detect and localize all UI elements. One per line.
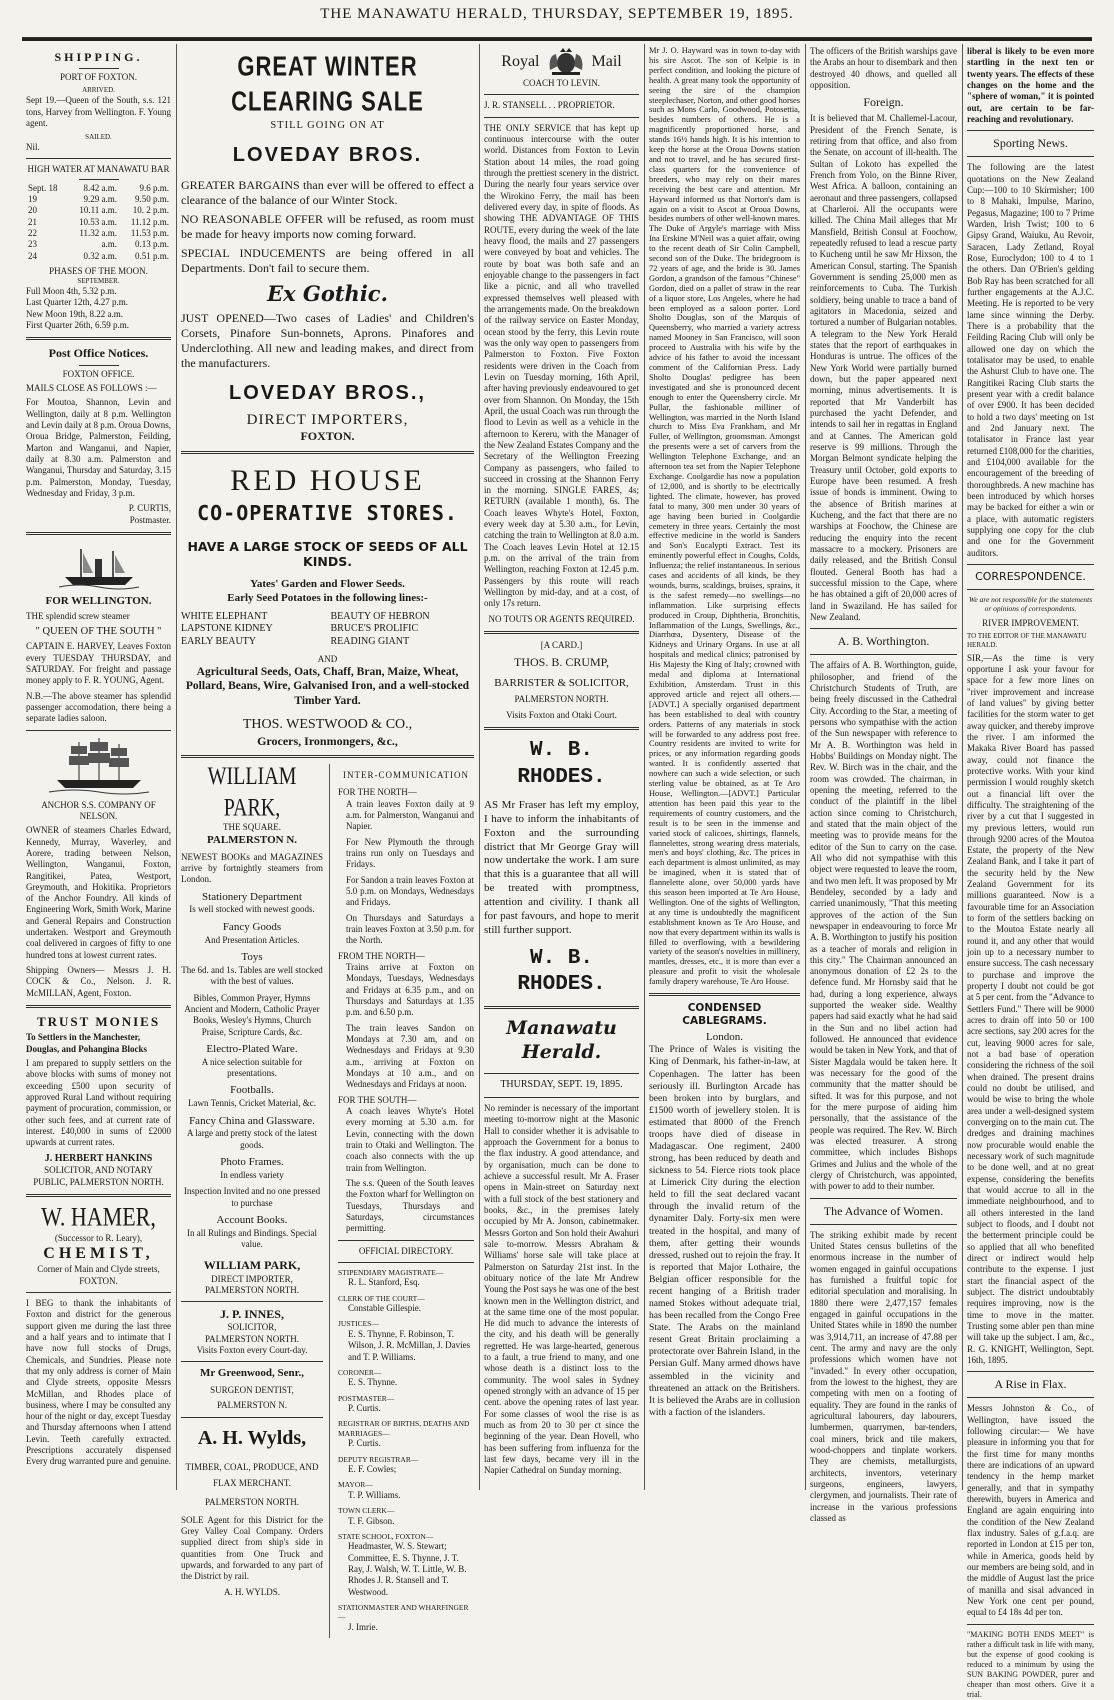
divider xyxy=(79,179,119,180)
park-news: NEWEST BOOKs and MAGAZINES arrive by fortnightly steamers from London. xyxy=(181,851,323,885)
river-title: RIVER IMPROVEMENT. xyxy=(982,617,1079,628)
directory-entry xyxy=(338,1419,474,1449)
tide-am: 10.53 a.m. xyxy=(79,216,118,227)
directory-name: J. Imrie. xyxy=(348,1621,378,1632)
tide-pm: 11.12 p.m. xyxy=(130,216,169,227)
women-text: The striking exhibit made by recent United States census bulletins of the enormous increase in the number of women engaged in gainful occupations has furnished a fruitful topic for editorial speculation and moralising. In 1880 there were 2,477,157 females engaged in gainful occupations in the United States while in 1890 the number was 3,914,711, an increase of 47.88 per cent. The army and navy are the only professions which women have not "invaded." In every other occupation, from the lowest to the highest, they are competing with men on a footing of equality. They are found in the ranks of agricultural labourers, day labourers, lumbermen, quarrymen, bar-tenders, coal miners, brick and tile makers, wood-choppers and tinplate workers. They are chemists, metallurgists, architects, inventors, veterinary surgeons, engineers, lawyers, clergymen, and journalists. Their rate of increase in the various professions classed as xyxy=(810,1229,957,1524)
hamer-sub: (Successor to R. Leary), xyxy=(54,1232,143,1243)
column-divider xyxy=(805,44,806,1490)
foreign-title: Foreign. xyxy=(863,95,904,110)
directory-entry xyxy=(338,1532,474,1598)
column-1 xyxy=(26,46,171,1490)
tide-date: 21 xyxy=(28,216,37,227)
moon-heading: PHASES OF THE MOON. xyxy=(49,266,148,276)
tide-am: 0.32 a.m. xyxy=(83,250,118,261)
park-item xyxy=(181,1186,323,1209)
yates-line: Yates' Garden and Flower Seeds. xyxy=(250,578,405,591)
river-to-editor: TO THE EDITOR OF THE MANAWATU HERALD. xyxy=(967,631,1087,649)
tide-date: 24 xyxy=(28,250,37,261)
park-town: PALMERSTON N. xyxy=(206,833,298,846)
directory-role: CLERK OF THE COURT— xyxy=(338,1293,425,1303)
divider xyxy=(79,68,119,69)
divider xyxy=(967,156,1094,157)
sale-paragraph-2: NO REASONABLE OFFER will be refused, as room must be made for heavy imports now coming forward. xyxy=(181,212,474,242)
rhodes-text: AS Mr Fraser has left my employ, I have to inform the inhabitants of Foxton and the surrounding district that Mr George Gray will now undertake the work. I am sure that this is a guarantee that all will be treated with promptness, attention and civility. I thank all for past favours, and hope to merit still further support. xyxy=(484,798,639,936)
hankins-name: J. HERBERT HANKINS xyxy=(44,1152,153,1164)
directory-name: Headmaster, W. S. Stewart; Committee, E. S. Thynne, J. T. Ray, J. Walsh, W. T. Little, W. B. Rhodes J. R. Stansell and T. Westwood. xyxy=(348,1541,467,1597)
potato-variety: BRUCE'S PROLIFIC xyxy=(330,623,419,635)
post-office-sub: FOXTON OFFICE. xyxy=(62,368,135,379)
sporting-text: The following are the latest quotations on the New Zealand Cup:—100 to 10 Skirmisher; 100 to 8 Mahaki, Impulse, Marino, Pegasus, Magazine; 100 to 7 Prime Warden, Irish Twist; 100 to 6 Gipsy Grand, Waiuku, Au Revoir, Saracen, Lady Zetland, Royal Rose, Euroclydon; 100 to 4 to 1 the others. Dan O'Brien's gelding Bob Ray has been scratched for all further engagements at the A.J.C. Meeting. He is reported to be very lame since winning the Derby. There is a probability that the Feilding Racing Club will only be allowed one day on which the totalisator may be used, to enable the Ashurst Club to have one. The Rangitikei Racing Club starts the present year with a credit balance of over £900. It has been decided to hold a two days' meeting on 1st and 2nd January next. The totalisator in France last year returned £108,000 for the charities, and £104,000 available for the encouragement of the breeding of thoroughbreds. A new machine has been introduced by which horses may be backed for either a win or a place, with automatic registers supplying one copy for the club and one for the Government auditors. xyxy=(967,162,1094,558)
tide-pm: 0.51 p.m. xyxy=(134,250,169,261)
divider xyxy=(484,94,639,95)
high-water-heading: HIGH WATER AT MANAWATU BAR xyxy=(27,164,170,175)
westwood-trade: Grocers, Ironmongers, &c., xyxy=(257,733,398,748)
intercom-item: A coach leaves Whyte's Hotel every morning at 5.30 a.m. for Levin, connecting with the down train to Otaki and Wellington. The coach also connects with the up train from Wellington. xyxy=(346,1105,474,1173)
column-4 xyxy=(649,46,800,1490)
anchor-owners: Shipping Owners— Messrs J. H. COCK & Co., Nelson. J. R. McMILLAN, Agent, Foxton. xyxy=(26,965,171,998)
divider xyxy=(181,1417,323,1418)
for-wellington-note: N.B.—The above steamer has splendid passenger accomodation, there being a separate ladies saloon. xyxy=(26,690,171,724)
divider xyxy=(967,1624,1094,1625)
tide-am: 10.11 a.m. xyxy=(79,205,118,216)
potatoes-line: Early Seed Potatoes in the following lines:- xyxy=(227,591,428,604)
coach-title: COACH TO LEVIN. xyxy=(523,78,600,88)
tide-pm: 11.53 p.m. xyxy=(130,228,169,239)
directory-name: E. F. Cowles; xyxy=(348,1464,397,1474)
park-item-text: In endless variety xyxy=(220,1169,284,1180)
tide-row xyxy=(26,228,171,239)
anchor-title: ANCHOR S.S. COMPANY OF NELSON. xyxy=(41,799,156,821)
tide-am: 8.42 a.m. xyxy=(83,182,118,193)
red-house-title: RED HOUSE xyxy=(230,463,425,497)
column-divider xyxy=(644,44,645,1490)
column-6 xyxy=(967,46,1094,1700)
for-wellington-text: CAPTAIN E. HARVEY, Leaves Foxton every TUESDAY THURSDAY, and SATURDAY. For freight and passage money apply to F. R. YOUNG, Agent. xyxy=(26,641,171,686)
divider xyxy=(967,1371,1094,1372)
directory-role: MAYOR— xyxy=(338,1480,373,1490)
intercom-item: For Sandon a train leaves Foxton at 5.0 p.m. on Mondays, Wednesdays and Fridays. xyxy=(346,874,474,908)
divider xyxy=(181,1301,323,1302)
hamer-name: W. HAMER, xyxy=(41,1201,156,1232)
park-item xyxy=(181,1043,323,1080)
intercom-south-heading: FOR THE SOUTH— xyxy=(338,1094,417,1105)
directory-name: T. P. Williams. xyxy=(348,1489,401,1500)
directory-role: JUSTICES— xyxy=(338,1319,379,1329)
crump-visits: Visits Foxton and Otaki Court. xyxy=(506,709,617,720)
steamer-illustration xyxy=(59,541,139,591)
divider xyxy=(484,117,639,118)
directory-name: E. S. Thynne. xyxy=(348,1377,398,1388)
innes-name: J. P. INNES, xyxy=(220,1307,284,1322)
rhodes-title: W. B. RHODES. xyxy=(517,739,606,789)
column-3 xyxy=(484,46,639,1490)
greenwood-name: Mr Greenwood, Senr., xyxy=(200,1367,304,1380)
tide-am: 9.29 a.m. xyxy=(83,194,118,205)
potato-variety: READING GIANT xyxy=(330,635,410,647)
innes-sub: SOLICITOR, xyxy=(227,1322,277,1333)
park2-sub: DIRECT IMPORTER, xyxy=(211,1273,293,1284)
co-op-title: CO-OPERATIVE STORES. xyxy=(197,501,458,526)
park-item xyxy=(181,1115,323,1152)
arrived-label: ARRIVED. xyxy=(82,86,115,95)
arrived-text: Sept 19.—Queen of the South, s.s. 121 tons, Harvey from Wellington. F. Young agent. xyxy=(26,95,171,128)
divider xyxy=(26,337,171,340)
directory-entry xyxy=(338,1319,474,1362)
loveday-bros: LOVEDAY BROS., xyxy=(229,382,426,405)
divider xyxy=(484,1097,639,1098)
column-divider xyxy=(962,44,963,1490)
park-name: WILLIAM PARK, xyxy=(207,763,297,823)
herald-nameplate: Manawatu Herald. xyxy=(506,1017,617,1064)
intercom-column xyxy=(338,764,474,1638)
park-items xyxy=(181,891,323,1251)
sale-paragraph-1: GREATER BARGAINS than ever will be offered to effect a clearance of the balance of our Winter Stock. xyxy=(181,177,474,207)
tide-pm: 10. 2 p.m. xyxy=(132,205,169,216)
park-item-heading: Fancy Goods xyxy=(222,920,282,933)
column-5 xyxy=(810,46,957,1524)
mails-heading: MAILS CLOSE AS FOLLOWS :— xyxy=(26,382,157,393)
divider xyxy=(338,1262,474,1263)
directory-entry xyxy=(338,1603,474,1633)
directory-name: Constable Gillespie. xyxy=(348,1303,421,1314)
tide-row xyxy=(26,183,171,194)
divider xyxy=(26,1292,171,1293)
steamer-name: " QUEEN OF THE SOUTH " xyxy=(35,626,162,638)
directory-role: DEPUTY REGISTRAR— xyxy=(338,1454,419,1464)
divider xyxy=(484,1073,639,1074)
divider xyxy=(810,654,957,655)
divider xyxy=(338,1240,474,1241)
sailed-text: Nil. xyxy=(26,142,40,153)
and-label: AND xyxy=(317,653,338,664)
sale-subtitle: STILL GOING ON AT xyxy=(270,120,385,132)
intercom-item: A train leaves Foxton daily at 9 a.m. for Palmerston, Wanganui and Napier. xyxy=(346,798,474,832)
divider xyxy=(484,631,639,634)
directory-entry xyxy=(338,1368,474,1389)
ex-gothic-text: JUST OPENED—Two cases of Ladies' and Children's Corsets, Pinafore Sun-bonnets, Aprons. Pinafores and Underclothing. All new and leading makes, and direct from the manufacturers. xyxy=(181,310,474,371)
tide-pm: 9.6 p.m. xyxy=(139,182,169,193)
divider xyxy=(181,755,474,758)
no-touts: NO TOUTS OR AGENTS REQUIRED. xyxy=(488,613,635,624)
trust-monies-sub: To Settlers in the Manchester, Douglas, and Pohangina Blocks xyxy=(26,1032,148,1054)
park-item-heading: Toys xyxy=(241,951,263,963)
park-item xyxy=(181,891,323,916)
moon-phase: First Quarter 26th, 6.59 p.m. xyxy=(26,320,129,331)
park-square: THE SQUARE. xyxy=(223,822,281,833)
tide-pm: 0.13 p.m. xyxy=(134,239,169,250)
arabs-cont-text: The officers of the British warships gave the Arabs an hour to disembark and then destroyed 40 dhows, and quelled all opposition. xyxy=(810,46,957,90)
coach-text: THE ONLY SERVICE that has kept up continuous intercourse with the outer world. Distances from Foxton to Levin Station about 14 miles, the road going through the prettiest scenery in the district. During the nearly four years service over the Wirokino Ferry, the mail has been delivered every day, in spite of floods. As showing THE ADVANTAGE OF THIS ROUTE, every during the week of the late heavy flood, the mails and 27 passengers were conveyed by boat and vehicles. The route by boat was both safe and an enjoyable change to the passengers in fact like a picnic, and all who travelled expressed themselves well pleased with the arrangements made. On the breakdown of the railway service on Easter Monday, ocean stood by the ferry, this Levin route was the only way open to passengers from Palmerston to Foxton. Five Foxton residents were driven in the Coach from Levin on Tuesday morning, 16th April, after having previously endeavoured to get over from Shannon. On Monday, the 15th April, the usual Coach was run through the flood to Levin as well as a vehicle in the afternoon to Kereru, with the Manager of the New Zealand Estates Company and the Secretary of the Wellington Freezing Company as passengers, who failed to succeed in crossing at the Shannon Ferry in the morning. SINGLE FARES, 4s; RETURN (available 1 month), 6s. The Coach leaves Whyte's Hotel, Foxton, every week day at 5.30 a.m., for Levin, catching the train to Wellington at 8.0 a.m. The Coach leaves Levin Hotel at 12.15 p.m. on the arrival of the train from Wellington, reaching Foxton at 12.45 p.m. Passengers by this route will reach Wellington by mid-day, and at a cost, of only 17s return. xyxy=(484,122,639,609)
tide-table xyxy=(26,183,171,262)
park-item-text: Inspection Invited and no one pressed to purchase xyxy=(183,1186,321,1208)
park-item xyxy=(181,993,323,1038)
royal-mail-header xyxy=(484,48,639,76)
directory-entry xyxy=(338,1268,474,1289)
trust-monies-title: TRUST MONIES xyxy=(36,1014,161,1030)
westwood-name: THOS. WESTWOOD & CO., xyxy=(242,717,413,733)
mail-label: Mail xyxy=(591,52,622,70)
divider xyxy=(26,1194,171,1197)
divider xyxy=(810,1198,957,1199)
baking-powder-text: "MAKING BOTH ENDS MEET" is rather a difficult task in life with many, but the expense of good cooking is reduced to a minimum by using the SUN BAKING POWDER, purer and cheaper than most others. Give it a trial. xyxy=(967,1629,1094,1700)
column-divider xyxy=(176,44,177,1490)
park-item-text: Bibles, Common Prayer, Hymns Ancient and Modern, Catholic Prayer Books, Wesley's Hymns, Church Praise, Scripture Cards, &c. xyxy=(184,992,320,1037)
tide-date: 23 xyxy=(28,239,37,250)
for-wellington-title: FOR WELLINGTON. xyxy=(45,594,152,607)
park-item xyxy=(181,1156,323,1181)
potato-variety: BEAUTY OF HEBRON xyxy=(330,610,430,622)
park-item-text: A nice selection suitable for presentations. xyxy=(201,1056,303,1079)
intercom-from-north-heading: FROM THE NORTH— xyxy=(338,950,425,961)
postmaster-name: P. CURTIS, xyxy=(128,503,171,514)
ex-gothic-title: Ex Gothic. xyxy=(267,280,388,306)
directory-entry xyxy=(338,1480,474,1501)
directory-role: TOWN CLERK— xyxy=(338,1506,395,1516)
directory-role: REGISTRAR OF BIRTHS, DEATHS AND MARRIAGES— xyxy=(338,1419,470,1438)
sporting-title: Sporting News. xyxy=(993,136,1068,151)
park-item-text: Is well stocked with newest goods. xyxy=(189,904,315,915)
wylds-text: SOLE Agent for this District for the Grey Valley Coal Company. Orders supplied direct from ship's side in quantities from One Truck and upwards, and forwarded to any part of the District by rail. xyxy=(181,1514,323,1582)
directory-name: R. L. Stanford, Esq. xyxy=(348,1277,420,1288)
potato-variety: LAPSTONE KIDNEY xyxy=(181,623,273,635)
port-heading: PORT OF FOXTON. xyxy=(60,72,137,83)
divider xyxy=(649,993,800,996)
park-item-heading: Fancy China and Glassware. xyxy=(189,1114,315,1127)
trust-monies-text: I am prepared to supply settlers on the above blocks with sums of money not exceeding £500 upon security of approved Rural Land without requiring payment of procuration, commission, or other such fees, and at current rate of interest. £40,000 in sums of £2000 upwards at current rates. xyxy=(26,1058,171,1148)
potato-variety: EARLY BEAUTY xyxy=(181,635,257,647)
divider xyxy=(181,451,474,454)
divider xyxy=(26,158,171,159)
intercom-from-north-list xyxy=(338,962,474,1091)
park-item-heading: Footballs. xyxy=(230,1084,274,1097)
sale-title: GREAT WINTER CLEARING SALE xyxy=(231,50,424,117)
cablegrams-text: The Prince of Wales is visiting the King of Denmark, his father-in-law, at Copenhagen. The latter has been seriously ill. Burlington Arcade has been broken into by burglars, and £1500 worth of jewellery stolen. It is estimated that 8000 of the French troops have died of disease in Madagascar. One regiment, 2400 strong, has been reduced by death and sickness to 54. Fierce riots took place at Limerick City during the election held to fill the seat declared vacant through the invalid return of the dynamiter Daly. Forty-six men were treated in the hospital, and many of them, after getting their wounds dressed, rushed out to rejoin the fray. It is reported that Major Lothaire, the Belgian officer responsible for the recent hanging of a British trader named Stokes without adequate trial, has been recalled from the Congo Free State. The Arabs on the mainland resent Great Britain proclaiming a protectorate over Bahrein Island, in the Persian Gulf. Many armed dhows have assembled in the vicinity and threatened an attack on the Britishers. It is believed the Arabs are in collusion with a faction of the islanders. xyxy=(649,1044,800,1418)
divider xyxy=(181,1361,323,1362)
for-wellington-steamer: THE splendid screw steamer xyxy=(26,610,130,621)
seeds-headline: HAVE A LARGE STOCK OF SEEDS OF ALL KINDS. xyxy=(187,538,468,570)
tide-row xyxy=(26,239,171,250)
masthead xyxy=(0,0,1114,40)
tide-row xyxy=(26,205,171,216)
tide-date: 22 xyxy=(28,228,37,239)
directory-entry xyxy=(338,1455,474,1476)
masthead-rule xyxy=(22,37,1092,41)
women-title: The Advance of Women. xyxy=(823,1203,944,1218)
tide-date: Sept. 18 xyxy=(28,182,58,193)
wylds-town: PALMERSTON NORTH. xyxy=(205,1497,299,1508)
divider xyxy=(967,564,1094,565)
wylds-name: A. H. Wylds, xyxy=(197,1426,307,1449)
intercom-title: INTER-COMMUNICATION xyxy=(343,770,469,781)
park-item-text: A large and pretty stock of the latest goods. xyxy=(186,1128,318,1150)
sailing-ship-illustration xyxy=(49,736,149,796)
royal-crest-icon xyxy=(546,48,586,76)
tide-row xyxy=(26,194,171,205)
herald-date: THURSDAY, SEPT. 19, 1895. xyxy=(500,1079,623,1091)
divider xyxy=(810,1224,957,1225)
postmaster-title: Postmaster. xyxy=(129,514,171,525)
moon-phase: Full Moon 4th, 5.32 p.m. xyxy=(26,286,117,297)
masthead-title: THE MANAWATU HERALD, THURSDAY, SEPTEMBER 19, 1895. xyxy=(320,6,794,22)
directory-role: STATE SCHOOL, FOXTON— xyxy=(338,1531,434,1541)
intercom-item: The s.s. Queen of the South leaves the Foxton wharf for Wellington on Tuesdays, Thursdays and Saturdays, circumstances permitting. xyxy=(346,1177,474,1234)
agricultural-line: Agricultural Seeds, Oats, Chaff, Bran, Maize, Wheat, Pollard, Beans, Wire, Galvanised Iron, and a well-stocked Timber Yard. xyxy=(185,665,470,707)
greenwood-sub: SURGEON DENTIST, xyxy=(210,1385,294,1396)
directory-role: STATIONMASTER AND WHARFINGER— xyxy=(338,1602,469,1622)
directory-name: E. S. Thynne, F. Robinson, T. Wilson, J. R. McMillan, J. Davies and T. P. Williams. xyxy=(348,1328,471,1362)
divider xyxy=(79,365,119,366)
divider xyxy=(967,589,1094,590)
divider xyxy=(26,532,171,535)
intercom-item: The train leaves Sandon on Mondays at 7.30 am, and on Wednesdays and Fridays at 9.30 a.m., arriving at Foxton on Mondays at 10 a.m., and on Wednesdays and Fridays at noon. xyxy=(346,1022,474,1090)
potato-varieties xyxy=(181,611,474,649)
crump-name: THOS. B. CRUMP, xyxy=(513,655,610,670)
sale-paragraph-3: SPECIAL INDUCEMENTS are being offered in all Departments. Don't fail to secure them. xyxy=(181,246,474,276)
coach-proprietor: J. R. STANSELL . . PROPRIETOR. xyxy=(484,100,615,111)
park-item-text: The 6d. and 1s. Tables are well stocked with the best of values. xyxy=(181,964,323,987)
directory-name: T. F. Gibson. xyxy=(348,1515,395,1526)
cablegrams-title: CONDENSED CABLEGRAMS. xyxy=(682,1002,767,1028)
moon-phase: Last Quarter 12th, 4.27 p.m. xyxy=(26,297,128,308)
intercom-north-heading: FOR THE NORTH— xyxy=(338,787,417,798)
intercom-item: For New Plymouth the through trains run only on Tuesdays and Fridays. xyxy=(346,836,474,870)
divider xyxy=(26,1005,171,1008)
women-cont-text: liberal is likely to be even more startling in the next ten or twenty years. The effects of these changes on the home and the "sphere of woman," it is pointed out, are certain to be far-reaching and revolutionary. xyxy=(967,46,1094,124)
innes-town: PALMERSTON NORTH. xyxy=(205,1333,299,1344)
official-directory-title: OFFICIAL DIRECTORY. xyxy=(358,1245,454,1256)
hamer-text: I BEG to thank the inhabitants of Foxton and district for the generous support given me during the last three and a half years and to intimate that I have now full stocks of Drugs, Chemicals, and Sundries. Please note that my only address is corner of Main and Clyde streets, opposite Messrs McMillan, and Rhodes place of business, where I may be consulted any hour of the night or day, except Tuesday and Thursday afternoons when I attend Levin. Teeth carefully extracted. Prescriptions accurately dispensed Every drug warranted pure and genuine. xyxy=(26,1297,171,1467)
moon-phase: New Moon 19th, 8.22 a.m. xyxy=(26,308,123,319)
direct-importers: DIRECT IMPORTERS, xyxy=(246,411,409,428)
park-and-intercom-row xyxy=(181,764,474,1638)
potato-list-right xyxy=(331,611,475,649)
directory-role: POSTMASTER— xyxy=(338,1393,395,1403)
tide-row xyxy=(26,217,171,228)
worthington-title: A. B. Worthington. xyxy=(837,634,930,649)
flax-text: Messrs Johnston & Co., of Wellington, have issued the following circular:— We have pleasure in informing you that for the first time for many months there are indications of an upward tendency in the hemp market generally, and that in sympathy therewith, buyers in America and England are again enquiring into the condition of the New Zealand flax industry. Sales of g.f.a.q. are reported in London at £15 per ton, while in America, goods held by our members are being sold, and in the middle of August last the price of manilla and sisal advanced in New York one cent per pound, equal to £4 18s 4d per ton. xyxy=(967,1403,1094,1618)
crump-town: PALMERSTON NORTH. xyxy=(514,694,609,705)
park-item xyxy=(181,921,323,946)
card-label: [A CARD.] xyxy=(540,640,583,651)
column-divider xyxy=(479,44,480,1490)
park-item-heading: Stationery Department xyxy=(202,890,302,903)
flax-title: A Rise in Flax. xyxy=(994,1377,1067,1392)
hankins-text: SOLICITOR, AND NOTARY PUBLIC, PALMERSTON NORTH. xyxy=(33,1165,164,1187)
moon-month: SEPTEMBER. xyxy=(77,277,120,286)
intercom-south-list xyxy=(338,1106,474,1235)
park2-town: PALMERSTON NORTH. xyxy=(205,1284,299,1295)
crump-title: BARRISTER & SOLICITOR, xyxy=(494,676,629,689)
hamer-address: Corner of Main and Clyde streets, FOXTON. xyxy=(37,1264,160,1286)
innes-visits: Visits Foxton every Court-day. xyxy=(196,1344,308,1355)
river-text: SIR,—As the time is very opportune I ask your favour for space for a few more lines on "river improvement and increase of land values" by giving better facilities for the storm water to get away quicker, and thereby improve the river. I am informed the Makaka River Board has passed away, could not finance the protective works. With your kind permission I would roughly sketch out a financial lift over the difficulty. The straightening of the river by a cut that I suggested in my previous letters, would run through 9200 acres of the Moutoa Estate, the property of the New Zealand Bank, and I take it part of the security held by the New Zealand Government for its millions guaranteed. Now is a favourable time for an Association to form of the settlers backing on to the Moutoa Estate nearly all round it, and any other that would join up to a necessary number to ensure success. The cash necessary to purchase and improve the property I doubt not could be got at 5 per cent. from the "Advance to Settlers Fund." There will be 9000 acres to drain off into 50 or 100 acre sections, say 200 acres for the cut, leaving 9000 acres for sale, not a bad base of operation considering the richness of the soil when drained. The present drains could no doubt be utilised, and would be wise to bring the whole area under a well-designed system converging on to the main cut. The dredges and draining machines now procurable would enable the necessary work of such magnitude to be done well, and at no great expense, considering the benefits that would accrue to all in the immediate neighbourhood, and to all others interested in the land subject to floods, and I doubt not the betterment principle could be so applied that all who benefited direct or indirect would help contribute to the expense. I just start the financial aspect of the subject. The district undoubtably requires improving, now is the time to move in the matter. Trusting some abler pen than mine will take up the subject. I am, &c., R. G. KNIGHT, Wellington, Sept. 16th, 1895. xyxy=(967,652,1094,1365)
news-text: Mr J. O. Hayward was in town to-day with his sire Ascot. The son of Kelpie is in perfect condition, and looking the picture of health. A great many took the opportunity of seeing the sire of the champion steeplechaser, Norton, and other good horses such as Mons Carlo, Goodwood, Potosettia, besides numbers of others. He is a magnificently proportioned horse, and stands 16½ hands high. It is his intention to keep the horse at the Oroua Downs station and not to travel, and he has secured first-class quarters for the convenience of breeders, who may rely on their mares receiving the best care and attention. Mr Hayward informed us that Norton's dam is again on a visit to Ascot at Oroua Downs, besides numbers of other well-known mares. The Duke of Argyle's marriage with Miss Ina Erskine M'Neil was a quiet affair, owing to the recent death of Sir Colin Campbell, second son of the Duke. The bridegroom is 72 years of age, and the bride is 30. James Gordon, a grandson of the famous "Chinese" Gordon, died on a pallet of straw in the rear of a liquor store, Los Angeles, where he had been employed as a saloon porter. Lord Sholto Douglas, son of the Marquis of Queensberry, who married a variety actress named Mooney in San Francisco, will soon proceed to Australia with his wife by the advice of his father to avoid the incessant comment of the Californian Press. Lady Sholto Douglas' pedigree has been investigated and she is pronounced decent enough to enter the Queensberry circle. Mr Pullar, the fashionable milliner of Wellington, was married in the North Island church to Miss Eva Frankham, and Mr Fuller, of Wellington, groomsman. Amongst the presents were a set of carvers from the Wellington Telephone Exchange, and an afternoon tea set from the Napier Telephone Exchange. Coolgardie has now a population of 12,000, and is shortly to be electrically lighted. The climate, however, has proved fatal to many, 300 men under 30 years of age having been buried in Coolgardie cemetery in three years. Certainly the most effective medicine in the world is Sanders and Son's Eucalypti Extract. Test its eminently powerful effect in Coughs, Colds, Influenza; the relief instantaneous. In serious cases and accidents of all kinds, be they wounds, burns, scaldings, bruises, sprains, it is the safest remedy—no swellings—no inflammation. Like surprising effects produced in Croup, Diphtheria, Bronchitis, Inflammation of the Lungs, Swellings, &c., Diarrhœa, Dysentery, Disease of the Kidneys and Urinary Organs. In use at all hospitals and medical clinics; patronised by His Majesty the King of Italy; crowned with medal and diploma at International Exhibition, Amsterdam. Trust in this approved article and reject all others.—[ADVT.] A specially organised department has been established to deal with country orders. Patterns of any materials in stock will be forwarded to any address post free. Country residents are invited to write for prices, or any information regarding goods wanted. It is confidently asserted that nowhere can such a wide selection, or such sterling value be obtained, as at Te Aro House, Wellington.—[ADVT.] Particular attention has been paid this year to the requirements of country customers, and the result is to be seen in the immense and varied stock of calicoes, shirtings, flannels, flannelettes, strong wearing dress materials, men's and boys' clothing, &c. The prices in each department is almost unlimited, as may be imagined, when it is stated that of flannelette alone, over 50,000 yards have this season been imported at Te Aro House, Wellington. One of the sights of Wellington, at any time is undoubtedly the magnificent establishment known as Te Aro House, and now that every department within its walls is filled to overflowing, with a bewildering variety of the season's novelties in millinery, mantles, dresses, etc., it is more than ever a pleasure and profit to visit the wholesale family drapery warehouse, Te Aro House. xyxy=(649,46,800,987)
hamer-chemist: CHEMIST, xyxy=(43,1245,154,1263)
potato-list-left xyxy=(181,611,325,649)
moon-list xyxy=(26,286,171,331)
park-item xyxy=(181,951,323,988)
post-office-text: For Moutoa, Shannon, Levin and Wellington, daily at 8 p.m. Wellington and Levin daily at 8 p.m. Oroua Downs, Oroua Bridge, Palmerston, Feilding, Marton and Wanganui, and Napier, daily at 8.30 a.m. Palmerston and Wanganui, Thursday and Saturday, 3.15 p.m. Palmerston, Monday, Tuesday, Wednesday and Friday, 3 p.m. xyxy=(26,397,171,498)
directory-name: P. Curtis. xyxy=(348,1403,381,1414)
park-item xyxy=(181,1214,323,1251)
park2-name: WILLIAM PARK, xyxy=(203,1258,301,1273)
intercom-item: Trains arrive at Foxton on Mondays, Tuesdays, Wednesdays and Fridays at 6.35 p.m., and on Thursdays and Saturdays at 1.35 p.m. and 6.50 p.m. xyxy=(346,962,474,1018)
directory-role: CORONER— xyxy=(338,1367,382,1377)
directory-name: P. Curtis. xyxy=(348,1438,381,1449)
greenwood-town: PALMERSTON N. xyxy=(216,1400,288,1411)
wylds-sign: A. H. WYLDS. xyxy=(223,1586,281,1597)
wylds-sub: TIMBER, COAL, PRODUCE, AND FLAX MERCHANT. xyxy=(185,1461,319,1489)
column-2 xyxy=(181,46,474,1632)
tide-date: 19 xyxy=(28,194,37,205)
divider xyxy=(26,730,171,731)
divider xyxy=(967,130,1094,131)
park-item-heading: Account Books. xyxy=(216,1213,288,1226)
park-item xyxy=(181,1084,323,1109)
intercom-item: On Thursdays and Saturdays a train leaves Foxton at 3.50 p.m. for the North. xyxy=(346,912,474,946)
correspondence-title: CORRESPONDENCE. xyxy=(975,569,1086,583)
rhodes-title-2: W. B. RHODES. xyxy=(517,946,606,996)
divider xyxy=(967,1397,1094,1398)
correspondence-note: We are not responsible for the statements or opinions of correspondents. xyxy=(968,594,1093,614)
divider xyxy=(484,1006,639,1009)
foreign-text: It is believed that M. Challemel-Lacour, President of the French Senate, is retiring from that office, and also from the Senate, on account of ill-health. The Sultan of Lokoto has expelled the French from Yolo, on the Binne River, West Africa. A balloon, containing an aeronaut and three passengers, collapsed at Charleroi. All the occupants were killed. The China Mail alleges that Mr Mansfield, British Consul at Foochow, repeatedly refused to lead a rescue party to Kucheng until he saw Mr Hixson, the American Consul, starting. The Spanish Government is sending 25,000 men as reinforcements to Cuba. The Turkish soldiery, being unable to trace a band of agitators in Macedonia, seized and tortured a number of Bulgarian notables. A telegram to the New York Herald states that the report of earthquakes in Honduras is untrue. The offices of the New York World were partially burned down, but the paper appeared next morning, minus advertisements. It is reported that Mr Vanderbilt has purchased the yacht Defender, and intends to sail her in regattas in England and at Cannes. The American gold reserve is 99 millions. Through the Morgan Belmont syndicate helping the Treasury until October, gold exports to Europe have been resumed. A fresh issue of bonds is imminent. Owing to the absence of British marines at Kucheng, and the fact that there are no warships at Foochow, the Chinese are reducing the enquiry into the recent massacre to a mockery. Prisoners are daily released, and the British Consul flouted. General Booth has had a successful mission to the Cape, where he has obtained a gift of 20,000 acres of land in Swaziland. He has sailed for New Zealand. xyxy=(810,113,957,622)
potato-variety: WHITE ELEPHANT xyxy=(181,610,268,622)
park-item-text: And Presentation Articles. xyxy=(204,934,300,945)
worthington-text: The affairs of A. B. Worthington, guide, philosopher, and friend of the Christchurch Students of Truth, are being freely discussed in the Cathedral City. According to the Star, a meeting of persons who sympathise with the action of the Sun newspaper with reference to Mr A. B. Worthington was held in Hobbs' Buildings on Monday night. The Rev. W. Birch was in the chair, and the room was crowded. The chairman, in opening the meeting, referred to the conduct of the plaintiff in the libel action since coming to Christchurch, and stated that the main object of the meeting was to provide means for the editor of the Sun to carry on the case. All who did not sympathise with this object were requested to leave the room, and two men left. It was proposed by Mr Bendeley, seconded by a lady and carried unanimously, "That this meeting approves of the action of the Sun newspaper in endeavouring to force Mr A. B. Worthington to justify his position as a teacher of morals and religion in this city." The Chairman announced an anonymous donation of £2 2s to the defence fund. Mr Hornsby said that he had, during a long experience, always supported the weaker side. Wealthy papers had said exactly what he had said in the Sun and no libel action had followed. He announced that evidence would be taken in New York, and that of Sister Magdala would be taken here. It was necessary for the good of the community that the matter should be sifted. It was for this purpose, and not for the mere purpose of aiding him personally, that the assistance of the people was required. The Rev. W. Birch was elected treasurer. A strong committee, which includes Bishops Grimes and Julius and the whole of the clergy of Christchurch, was appointed, with power to add to their number. xyxy=(810,660,957,1192)
anchor-text: OWNER of steamers Charles Edward, Kennedy, Murray, Waverley, and Aorere, trading between Nelson, Wellington, Wanganui, Foxton, Rangitikei, Patea, Westport, Greymouth, and Hokitika. Proprietors of the Anchor Foundry. All kinds of Engineering Work, Smith Work, Marine and General Repairs and Construction undertaken. Westport and Greymouth coal delivered in cargoes of fifty to one hundred tons at lowest current rates. xyxy=(26,825,171,960)
park-item-heading: Photo Frames. xyxy=(220,1156,284,1169)
directory-role: STIPENDIARY MAGISTRATE— xyxy=(338,1267,444,1277)
tide-date: 20 xyxy=(28,205,37,216)
official-directory-list xyxy=(338,1268,474,1633)
sailed-label: SAILED. xyxy=(85,133,112,142)
directory-entry xyxy=(338,1506,474,1527)
tide-am: 11.32 a.m. xyxy=(79,228,118,239)
post-office-title: Post Office Notices. xyxy=(48,346,149,361)
herald-text: No reminder is necessary of the important meeting to-morrow night at the Masonic Hall to consider whether it is advisable to approach the Government for a bonus to the flax industry. A good attendance, and by organisation, much can be done to achieve a successful result. Mr A. Fraser opens in Main-street on Saturday next with a full stock of the best stationery and books, &c., in the premises lately occupied by Mr A. Jonson, cabinetmaker. Messrs Gorton and Son hold their Awahuri sale to-morrow. Messrs Abraham & Williams' horse sale will take place at Palmerston on Saturday 21st inst. In the obituary notice of the late Mr Andrew Young the Post says he was one of the best known men in the Wellington district, and at the same time one of the most popular. He did much to advance the interests of the city, and his death will be generally regretted. He was large-hearted, generous to a fault, a true friend to many, and one whose death is a distinct loss to the community. The wool sales in Sydney opened strongly with an advance of 15 per cent. above the opening rates of last year. For some classes of wool the rise is as much as from 20 to 30 per ct since the beginning of the year. Dean Hovell, who has been suffering from influenza for the last few days, became very ill in the Napier Cathedral on Sunday morning. xyxy=(484,1102,639,1476)
tide-pm: 9.50 p.m. xyxy=(134,194,169,205)
park-ad-column xyxy=(181,764,330,1638)
park-item-heading: Electro-Plated Ware. xyxy=(206,1042,298,1055)
divider xyxy=(810,628,957,629)
park-item-text: Lawn Tennis, Cricket Material, &c. xyxy=(188,1098,316,1109)
tide-am: a.m. xyxy=(101,239,118,250)
directory-entry xyxy=(338,1294,474,1315)
divider xyxy=(484,727,639,730)
shipping-title: SHIPPING. xyxy=(54,50,143,64)
tide-row xyxy=(26,251,171,262)
loveday-title: LOVEDAY BROS. xyxy=(232,143,423,166)
intercom-north-list xyxy=(338,799,474,947)
cablegrams-london: London. xyxy=(706,1030,743,1043)
directory-entry xyxy=(338,1394,474,1415)
royal-label: Royal xyxy=(501,52,540,70)
loveday-town: FOXTON. xyxy=(300,429,355,444)
park-item-text: In all Rulings and Bindings. Special value. xyxy=(187,1227,317,1250)
